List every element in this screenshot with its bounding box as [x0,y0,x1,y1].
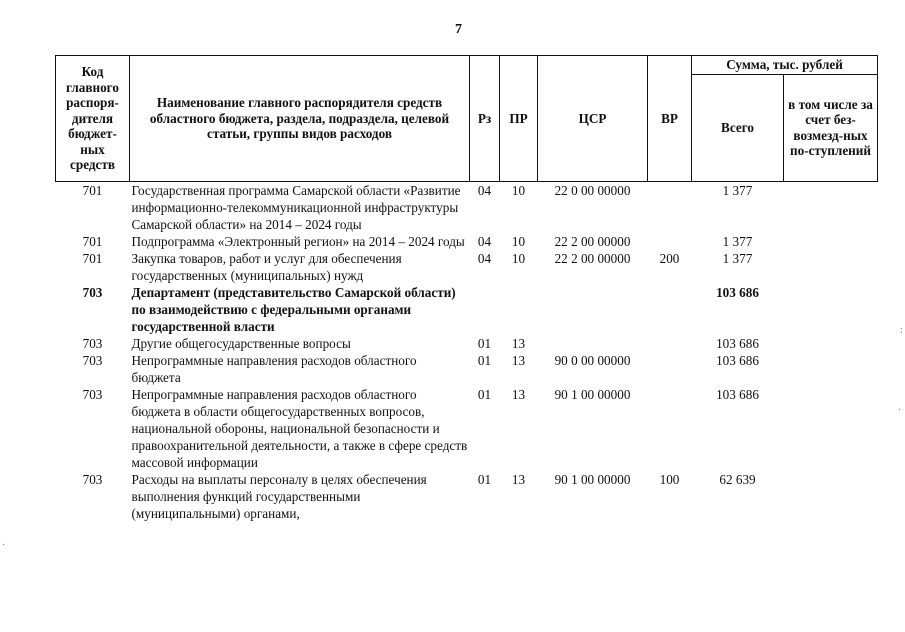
cell-code: 703 [82,284,103,300]
table-row [56,233,878,250]
cell-gratuitous [784,386,878,471]
table-body [56,181,878,522]
table-header [56,56,878,182]
cell-total: 1 377 [722,233,753,249]
cell-name: Подпрограмма «Электронный регион» на 2014 – 2024 годы [131,233,465,249]
header-csr: ЦСР [538,56,648,182]
table-row [56,471,878,522]
cell-name: Непрограммные направления расходов областного бюджета [131,352,417,385]
cell-vr [648,386,692,471]
cell-name: Департамент (представительство Самарской области) по взаимодействию с федеральными органами государственной власти [131,284,456,334]
header-name: Наименование главного распорядителя средств областного бюджета, раздела, подраздела, целевой статьи, группы видов расходов [130,56,470,182]
cell-rz: 01 [477,471,492,487]
table-row [56,250,878,284]
cell-vr [648,335,692,352]
cell-rz: 01 [477,335,492,351]
header-pr: ПР [500,56,538,182]
table-row [56,335,878,352]
cell-total: 1 377 [722,182,753,198]
cell-csr: 22 2 00 00000 [554,233,631,249]
cell-pr: 13 [511,335,526,351]
header-code: Код главного распоря-дителя бюджет-ных средств [56,56,130,182]
header-rz: Рз [470,56,500,182]
cell-code: 701 [82,250,103,266]
cell-name: Государственная программа Самарской области «Развитие информационно-телекоммуникационной инфраструктуры Самарской области» на 2014 – 2024 годы [131,182,461,232]
cell-code: 701 [82,182,103,198]
table-row [56,284,878,335]
header-vr: ВР [648,56,692,182]
cell-csr: 90 1 00 00000 [554,471,631,487]
cell-total: 62 639 [719,471,756,487]
cell-code: 701 [82,233,103,249]
cell-csr: 22 0 00 00000 [554,182,631,198]
cell-csr: 90 0 00 00000 [554,352,631,368]
cell-rz: 04 [477,182,492,198]
cell-total: 103 686 [716,352,759,368]
scan-mark: · [2,540,6,551]
cell-total: 103 686 [716,386,759,402]
cell-gratuitous [784,352,878,386]
cell-gratuitous [784,471,878,522]
cell-total: 103 686 [716,335,759,351]
cell-csr: 22 2 00 00000 [554,250,631,266]
cell-pr: 10 [511,233,526,249]
cell-gratuitous [784,181,878,233]
cell-pr: 13 [511,386,526,402]
cell-csr [538,335,648,352]
cell-rz: 01 [477,386,492,402]
cell-vr [648,352,692,386]
cell-pr: 13 [511,352,526,368]
cell-vr [648,284,692,335]
cell-vr: 100 [659,471,680,487]
header-sum-group: Сумма, тыс. рублей [692,56,878,75]
cell-gratuitous [784,284,878,335]
cell-code: 703 [82,335,103,351]
cell-gratuitous [784,233,878,250]
scan-mark: · [898,405,902,416]
cell-csr: 90 1 00 00000 [554,386,631,402]
cell-vr [648,181,692,233]
cell-rz [470,284,500,335]
cell-rz: 04 [477,250,492,266]
cell-rz: 04 [477,233,492,249]
header-total: Всего [692,74,784,181]
cell-code: 703 [82,386,103,402]
page-number: 7 [455,22,462,37]
cell-vr [648,233,692,250]
cell-total: 1 377 [722,250,753,266]
scan-mark: : [900,325,903,336]
cell-pr: 10 [511,182,526,198]
cell-code: 703 [82,352,103,368]
cell-gratuitous [784,335,878,352]
table-row [56,386,878,471]
cell-csr [538,284,648,335]
cell-gratuitous [784,250,878,284]
cell-vr: 200 [659,250,680,266]
cell-total: 103 686 [716,284,759,300]
table-row [56,181,878,233]
header-gratuitous: в том числе за счет без-возмезд-ных по-ступлений [784,74,878,181]
cell-name: Другие общегосударственные вопросы [131,335,351,351]
cell-pr [500,284,538,335]
cell-name: Расходы на выплаты персоналу в целях обеспечения выполнения функций государственными (муниципальными) органами, [131,471,427,521]
budget-table [55,55,878,522]
cell-pr: 10 [511,250,526,266]
cell-pr: 13 [511,471,526,487]
cell-name: Непрограммные направления расходов областного бюджета в области общегосударственных вопросов, национальной обороны, национальной безопасности и правоохранительной деятельности, а также в сфере средств массовой информации [131,386,468,470]
cell-code: 703 [82,471,103,487]
table-row [56,352,878,386]
cell-rz: 01 [477,352,492,368]
cell-name: Закупка товаров, работ и услуг для обеспечения государственных (муниципальных) нужд [131,250,402,283]
